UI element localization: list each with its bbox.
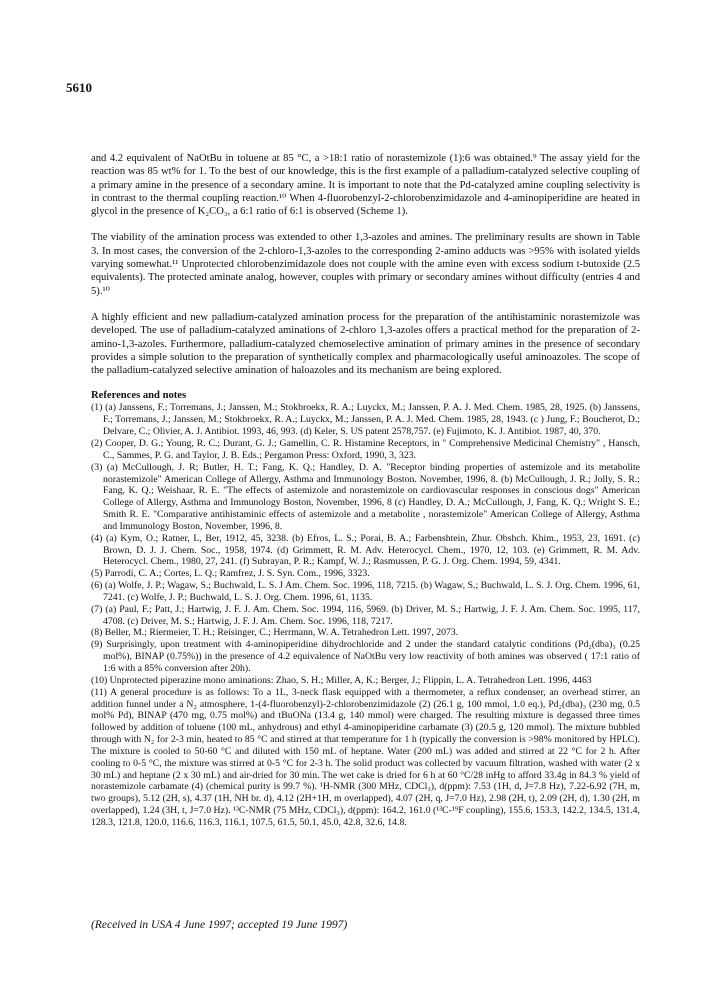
reference-item: (11) A general procedure is as follows: To a 1L, 3-neck flask equipped with a thermometer, a reflux condenser, an overhead stirrer, an addition funnel under a N₂ atmosphere, 1-(4-fluorobenzyl)-2-chlorobenzimidazole (2) (26.1 g, 100 mmol, 1.0 eq.), Pd₂(dba)₃ (230 mg, 0.5 mol% Pd), BINAP (470 mg, 0.75 mol%) and tBuONa (13.4 g, 140 mmol) were charged. The resulting mixture is degassed three times followed by addition of toluene (100 mL, anhydrous) and ethyl 4-aminopiperidine carbamate (3) (20.5 g, 120 mmol). The mixture bubbled through with N₂ for 2-3 min, heated to 85 °C and stirred at that temperature for 1 h (typically the conversion is >98% monitored by HPLC). The mixture is cooled to 50-60 °C and diluted with 150 mL of heptane. Water (200 mL) was added and stirred at 22 °C for 2 h. After cooling to 0-5 °C, the mixture was stirred at 0-5 °C for 2-3 h. The solid product was collected by vacuum filtration, washed with water (2 x 30 mL) and heptane (2 x 30 mL) and air-dried for 30 min. The wet cake is dried for 6 h at 60 °C/28 inHg to afford 33.4g in 84.3 % yield of norastemizole carbamate (4) (chemical purity is 99.7 %). ¹H-NMR (300 MHz, CDCl₃), d(ppm): 7.53 (1H, d, J=7.8 Hz), 7.22-6.92 (7H, m, two groups), 5.12 (2H, s), 4.37 (1H, NH br. d), 4.12 (2H+1H, m overlapped), 4.07 (2H, q, J=7.0 Hz), 2.98 (2H, t), 2.09 (2H, d), 1.30 (2H, m overlapped), 1.24 (3H, t, J=7.0 Hz). ¹³C-NMR (75 MHz, CDCl₃), d(ppm): 164.2, 161.0 (¹³C-¹⁹F coupling), 155.6, 153.3, 142.2, 134.5, 131.4, 128.3, 121.8, 120.0, 116.6, 116.3, 116.1, 107.5, 61.5, 50.1, 45.0, 42.8, 32.6, 14.8. (91, 686, 640, 828)
reference-item: (7) (a) Paul, F.; Patt, J.; Hartwig, J. F. J. Am. Chem. Soc. 1994, 116, 5969. (b) Driver, M. S.; Hartwig, J. F. J. Am. Chem. Soc. 1995, 117, 4708. (c) Driver, M. S.; Hartwig, J. F. J. Am. Chem. Soc. 1996, 118, 7217. (91, 603, 640, 627)
reference-item: (8) Beller, M.; Riermeier, T. H.; Reisinger, C.; Herrmann, W. A. Tetrahedron Lett. 1997, 2073. (91, 627, 459, 639)
paragraph: A highly efficient and new palladium-catalyzed amination process for the preparation of the antihistaminic norastemizole was developed. The use of palladium-catalyzed aminations of 2-chloro 1,3-azoles offers a practical method for the preparation of 2-amino-1,3-azoles. Furthermore, palladium-catalyzed chemoselective amination of primary amines in the presence of secondary provides a simple solution to the preparation of synthetically complex and pharmacologically useful aminoazoles. The scope of the palladium-catalyzed selective amination of haloazoles and its mechanism are being explored. (91, 311, 640, 377)
reference-item: (5) Parrodi, C. A.; Cortes, L. Q.; Ramfrez, J. S. Syn. Com., 1996, 3323. (91, 568, 370, 580)
reference-item: (6) (a) Wolfe, J. P.; Wagaw, S.; Buchwald, L. S. J Am. Chem. Soc. 1996, 118, 7215. (b) Wagaw, S.; Buchwald, L. S. J. Org. Chem. 1996, 61, 7241. (c) Wolfe, J. P.; Buchwald, L. S. J. Org. Chem. 1996, 61, 1135. (91, 580, 640, 603)
received-date-note: (Received in USA 4 June 1997; accepted 19 June 1997) (91, 919, 348, 931)
article-body (91, 152, 640, 829)
reference-item: (9) Surprisingly, upon treatment with 4-aminopiperidine dihydrochloride and 2 under the standard catalytic conditions (Pd₂(dba)₃ (0.25 mol%), BINAP (0.75%)) in the presence of 4.2 equivalence of NaOtBu very low reactivity of both amines was observed ( 17:1 ratio of 1:6 with a 85% conversion after 20h). (91, 639, 640, 675)
reference-item: (1) (a) Janssens, F.; Torremans, J.; Janssen, M.; Stokbroekx, R. A.; Luyckx, M.; Janssen, P. A. J. Med. Chem. 1985, 28, 1925. (b) Janssens, F.; Torremans, J.; Janssen, M.; Stokbroekx, R. A.; Luyckx, M.; Janssen, P. A. J. Med. Chem. 1985, 28, 1943. (c ) Jung, F.; Boucherot, D.; Delvare, C.; Olivier, A. J. Antibiot. 1993, 46, 993. (d) Keler, S. US patent 2578,757. (e) Fujimoto, K. J. Antibiot. 1987, 40, 370. (91, 402, 640, 438)
references-list (91, 402, 640, 828)
reference-item: (10) Unprotected piperazine mono aminations: Zhao, S. H.; Miller, A, K.; Berger, J.; Flippin, L. A. Tetrahedron Lett. 1996, 4463 (91, 674, 592, 686)
reference-item: (4) (a) Kym, O.; Ratner, L, Ber, 1912, 45, 3238. (b) Efros, L. S.; Porai, B. A.; Farbenshtein, Zhur. Obshch. Khim., 1953, 23, 1691. (c) Brown, D. J. J. Chem. Soc., 1958, 1974. (d) Grimmett, R. M. Adv. Heterocycl. Chem., 1970, 12, 103. (e) Grimmett, R. M. Adv. Heterocycl. Chem., 1980, 27, 241. (f) Subrayan, P. R.; Kampf, W. J.; Rasmussen, P. G. J. Org. Chem. 1994, 59, 4341. (91, 532, 640, 568)
paragraph: The viability of the amination process was extended to other 1,3-azoles and amines. The preliminary results are shown in Table 3. In most cases, the conversion of the 2-chloro-1,3-azoles to the corresponding 2-amino adducts was >95% with isolated yields varying somewhat.¹¹ Unprotected chlorobenzimidazole does not couple with the amine even with excess sodium t-butoxide (2.5 equivalents). The protected aminate analog, however, couples with primary or secondary amines without difficulty (entries 4 and 5).¹⁰ (91, 232, 640, 297)
paragraph: and 4.2 equivalent of NaOtBu in toluene at 85 °C, a >18:1 ratio of norastemizole (1):6 was obtained.⁹ The assay yield for the reaction was 85 wt% for 1. To the best of our knowledge, this is the first example of a palladium-catalyzed selective coupling of a primary amine in the presence of a secondary amine. It is important to note that the Pd-catalyzed amine coupling selectivity is in contrast to the thermal coupling reaction.¹⁰ When 4-fluorobenzyl-2-chlorobenzimidazole and 4-aminopiperidine are heated in glycol in the presence of K₂CO₃, a 6:1 ratio of 6:1 is observed (Scheme 1). (91, 153, 640, 218)
reference-item: (3) (a) McCullough, J. R; Butler, H. T.; Fang, K. Q.; Handley, D. A. "Receptor binding properties of astemizole and its metabolite norastemizole" American College of Allergy, Asthma and Immunology Boston. November, 1996, 8. (b) McCullough, J. R.; Jolly, S. R.; Fang, K. Q.; Weishaar, R. E. "The effects of astemizole and norastemizole on cardiovascular responses in conscious dogs" American College of Allergy, Asthma and Immunology Boston, November, 1996, 8 (c) Handley, D. A.; McCullough, J, Fang, K. Q.; Wright S. E.; Smith R. E. "Comparative antihistaminic effects of astemizole and a metabolite , norastemizole" American College of Allergy, Asthma and Immunology Boston, November, 1996, 8. (91, 461, 640, 532)
reference-item: (2) Cooper, D. G.; Young, R. C.; Durant, G. J.; Gamellin, C. R. Histamine Receptors, in " Comprehensive Medicinal Chemistry" , Hansch, C., Sammes, P. G. and Taylor, J. B. Eds.; Pergamon Press: Oxford, 1990, 3, 323. (91, 437, 640, 461)
references-heading: References and notes (91, 390, 187, 402)
page-number: 5610 (66, 80, 92, 95)
